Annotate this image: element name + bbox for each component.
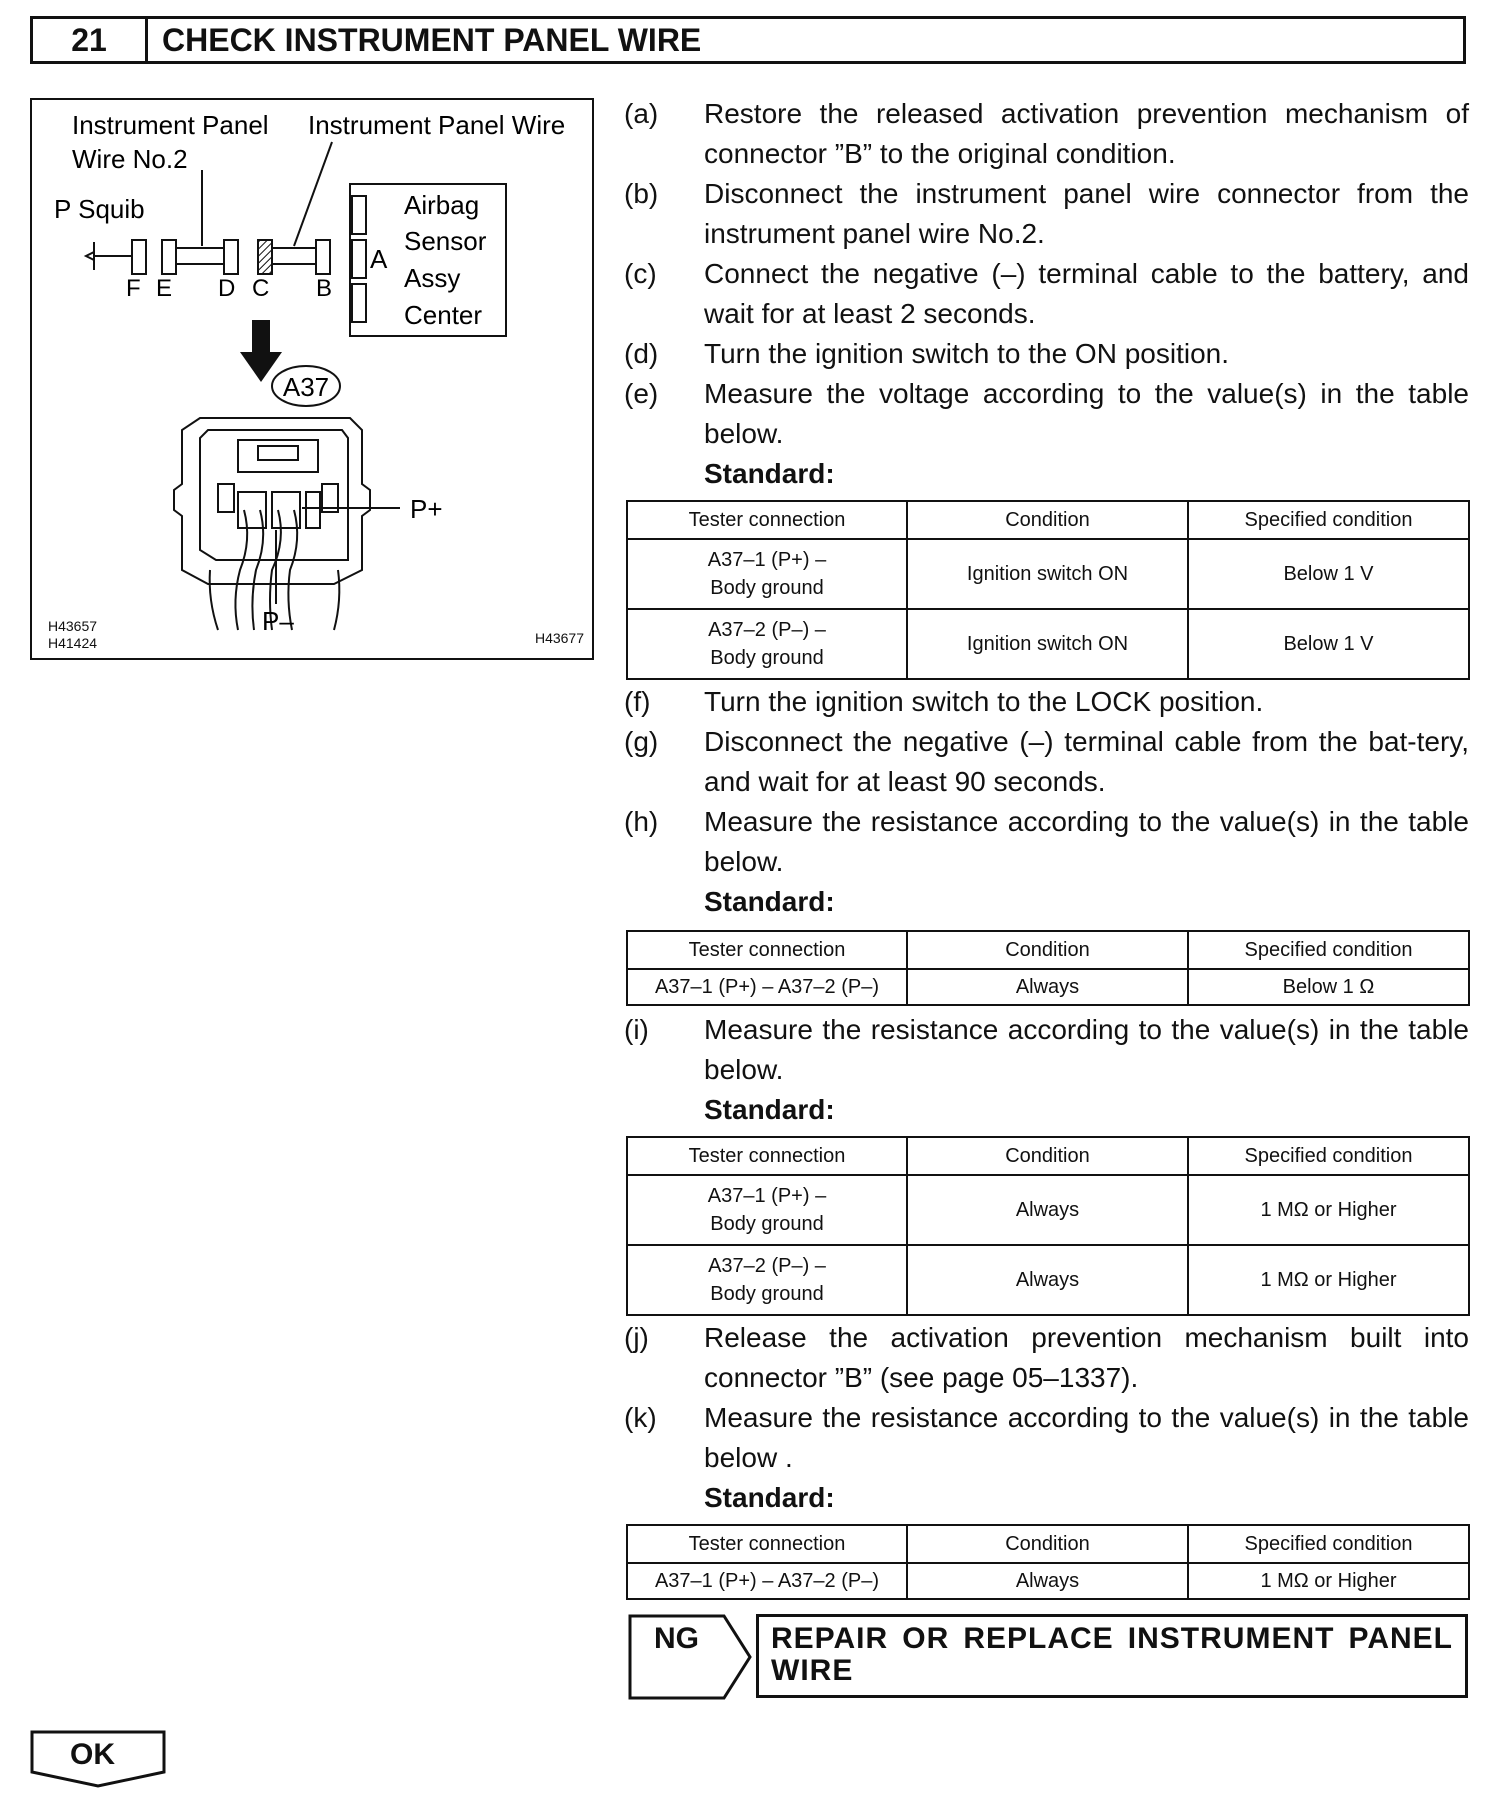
step-e: [624, 374, 1469, 454]
step-label: (i): [624, 1014, 649, 1045]
col-header: Specified condition: [1188, 931, 1469, 969]
step-text: Restore the released activation prevention mechanism of connector ”B” to the original condition.: [704, 98, 1469, 169]
step-label: (b): [624, 178, 659, 209]
table-header-row: [627, 1525, 1469, 1563]
step-label: (j): [624, 1322, 649, 1353]
ok-label: OK: [70, 1738, 115, 1771]
step-text: Release the activation prevention mechanism built into connector ”B” (see page 05–1337).: [704, 1322, 1469, 1393]
conn-line1: A37–1 (P+) –: [707, 549, 827, 571]
specified-condition: 1 MΩ or Higher: [1188, 1245, 1469, 1315]
step-label: (f): [624, 686, 651, 717]
step-label: (c): [624, 258, 657, 289]
airbag-line1: Airbag: [404, 190, 480, 220]
connector-id: A37: [282, 372, 330, 402]
step-label: (a): [624, 98, 659, 129]
step-text: Disconnect the instrument panel wire connector from the instrument panel wire No.2.: [704, 178, 1469, 249]
step-g: [624, 722, 1469, 802]
specified-condition: 1 MΩ or Higher: [1188, 1175, 1469, 1245]
standard-label-1: Standard:: [704, 458, 835, 489]
label-connector-a: A: [370, 244, 388, 274]
table-header-row: [627, 931, 1469, 969]
step-label: (k): [624, 1402, 657, 1433]
col-header: Tester connection: [627, 501, 907, 539]
label-p-plus: P+: [410, 494, 443, 524]
step-a: [624, 94, 1469, 174]
tester-connection: [627, 609, 907, 679]
table-header-row: [627, 1137, 1469, 1175]
tester-connection: [627, 539, 907, 609]
step-number: 21: [33, 19, 148, 61]
col-header: Specified condition: [1188, 1137, 1469, 1175]
col-header: Specified condition: [1188, 1525, 1469, 1563]
condition: Ignition switch ON: [907, 539, 1188, 609]
condition: Ignition switch ON: [907, 609, 1188, 679]
tester-connection: [627, 1245, 907, 1315]
standard-label-2: Standard:: [704, 886, 835, 917]
table-row: [627, 969, 1469, 1005]
step-label: (h): [624, 806, 659, 837]
label-p-minus: P–: [262, 606, 294, 636]
spec-table-voltage: [626, 500, 1470, 680]
figure-code-3: H43677: [534, 630, 584, 646]
label-p-squib: P Squib: [54, 194, 145, 224]
specified-condition: 1 MΩ or Higher: [1188, 1563, 1469, 1599]
letter-d: D: [218, 275, 236, 302]
step-text: Measure the resistance according to the value(s) in the table below.: [704, 806, 1469, 877]
figure-code-1: H43657: [48, 618, 98, 634]
conn-line2: Body ground: [710, 1213, 824, 1235]
step-k: [624, 1398, 1469, 1478]
col-header: Condition: [907, 1137, 1188, 1175]
ng-action-box: REPAIR OR REPLACE INSTRUMENT PANEL WIRE: [756, 1614, 1468, 1698]
table-row: [627, 609, 1469, 679]
col-header: Tester connection: [627, 931, 907, 969]
step-label: (g): [624, 726, 659, 757]
wiring-diagram: [32, 100, 592, 658]
connector-figure: [30, 98, 594, 660]
specified-condition: Below 1 V: [1188, 609, 1469, 679]
letter-c: C: [252, 275, 270, 302]
standard-label-4: Standard:: [704, 1482, 835, 1513]
step-c: [624, 254, 1469, 334]
step-text: Connect the negative (–) terminal cable to the battery, and wait for at least 2 seconds.: [704, 258, 1469, 329]
airbag-line4: Center: [404, 300, 483, 330]
conn-line2: Body ground: [710, 647, 824, 669]
step-d: [624, 334, 1469, 374]
letter-e: E: [156, 275, 173, 302]
conn-line2: Body ground: [710, 1283, 824, 1305]
label-ip-wire: Instrument Panel Wire: [308, 110, 566, 140]
conn-line1: A37–2 (P–) –: [708, 1255, 826, 1277]
airbag-line3: Assy: [404, 263, 461, 293]
step-label: (d): [624, 338, 659, 369]
step-f: [624, 682, 1469, 722]
table-header-row: [627, 501, 1469, 539]
airbag-line2: Sensor: [404, 226, 487, 256]
condition: Always: [907, 1563, 1188, 1599]
step-h: [624, 802, 1469, 882]
table-row: [627, 1175, 1469, 1245]
down-arrow-icon: [252, 320, 270, 354]
table-row: [627, 539, 1469, 609]
tester-connection: [627, 1175, 907, 1245]
col-header: Tester connection: [627, 1137, 907, 1175]
label-ip-wire-no2-line2: Wire No.2: [72, 144, 188, 174]
col-header: Condition: [907, 931, 1188, 969]
spec-table-resistance-3: [626, 1524, 1470, 1600]
table-row: [627, 1563, 1469, 1599]
step-j: [624, 1318, 1469, 1398]
col-header: Specified condition: [1188, 501, 1469, 539]
col-header: Tester connection: [627, 1525, 907, 1563]
specified-condition: Below 1 Ω: [1188, 969, 1469, 1005]
spec-table-resistance-1: [626, 930, 1470, 1006]
step-text: Measure the resistance according to the value(s) in the table below.: [704, 1014, 1469, 1085]
step-b: [624, 174, 1469, 254]
figure-codes: [48, 618, 97, 652]
table-row: [627, 1245, 1469, 1315]
figure-code-2: H41424: [48, 635, 98, 651]
col-header: Condition: [907, 501, 1188, 539]
ng-label: NG: [654, 1622, 699, 1655]
step-label: (e): [624, 378, 659, 409]
step-text: Disconnect the negative (–) terminal cable from the bat-tery, and wait for at least 90 seconds.: [704, 726, 1469, 797]
letter-f: F: [126, 275, 141, 302]
col-header: Condition: [907, 1525, 1188, 1563]
condition: Always: [907, 1175, 1188, 1245]
step-text: Turn the ignition switch to the ON position.: [704, 338, 1229, 369]
step-i: [624, 1010, 1469, 1090]
label-ip-wire-no2-line1: Instrument Panel: [72, 110, 269, 140]
step-text: Measure the voltage according to the value(s) in the table below.: [704, 378, 1469, 449]
step-title: CHECK INSTRUMENT PANEL WIRE: [162, 21, 702, 58]
conn-line1: A37–2 (P–) –: [708, 619, 826, 641]
tester-connection: A37–1 (P+) – A37–2 (P–): [627, 1563, 907, 1599]
letter-b: B: [316, 275, 333, 302]
conn-line2: Body ground: [710, 577, 824, 599]
condition: Always: [907, 1245, 1188, 1315]
step-text: Turn the ignition switch to the LOCK position.: [704, 686, 1264, 717]
specified-condition: Below 1 V: [1188, 539, 1469, 609]
spec-table-resistance-2: [626, 1136, 1470, 1316]
step-text: Measure the resistance according to the value(s) in the table below .: [704, 1402, 1469, 1473]
condition: Always: [907, 969, 1188, 1005]
step-header: [30, 16, 1466, 64]
connector-a37-drawing: [174, 418, 370, 630]
standard-label-3: Standard:: [704, 1094, 835, 1125]
tester-connection: A37–1 (P+) – A37–2 (P–): [627, 969, 907, 1005]
conn-line1: A37–1 (P+) –: [707, 1185, 827, 1207]
